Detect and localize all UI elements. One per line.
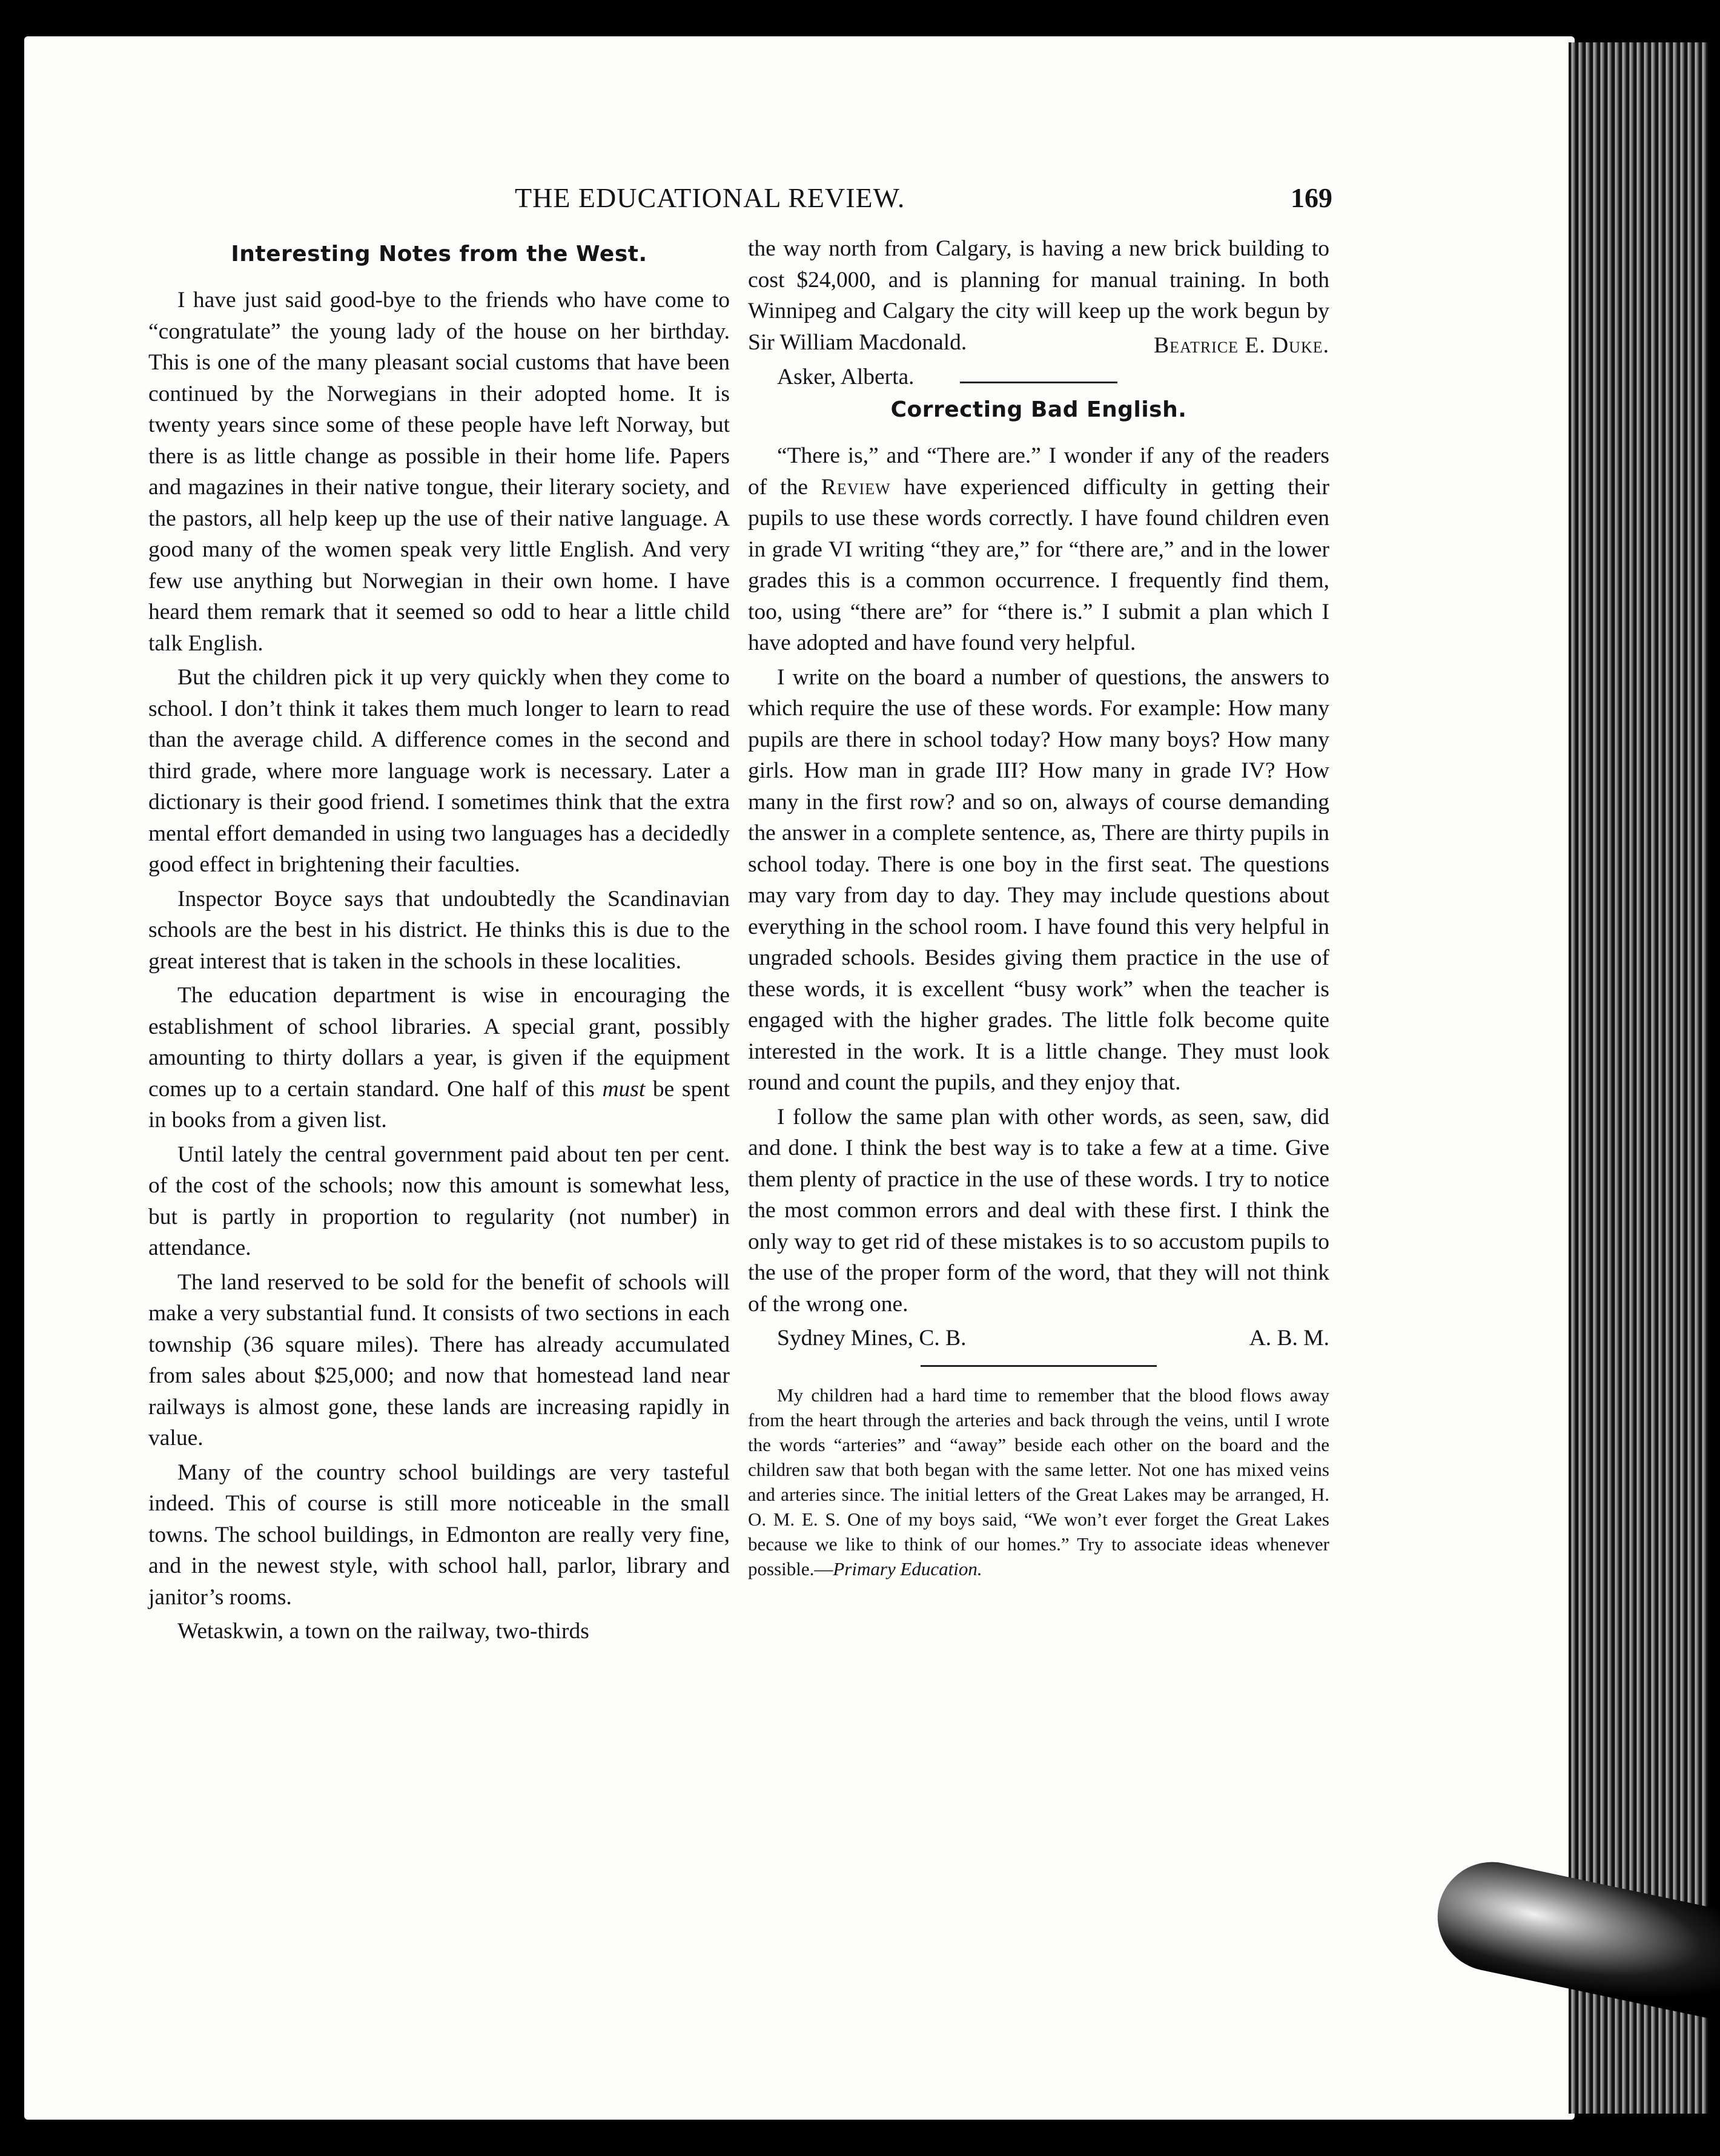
left-column — [148, 236, 730, 1650]
running-title: THE EDUCATIONAL REVIEW. — [515, 182, 905, 213]
place-name: Asker, Alberta. — [777, 364, 915, 389]
author-initials: A. B. M. — [1249, 1326, 1329, 1351]
paragraph — [748, 440, 1329, 659]
paragraph-wetaskwin-end: the way north from Calgary, is having a new brick building to cost $24,000, and is planning for manual training. In both Winnipeg and Calgary the city will keep up the work begun by Sir William Macdonald. — [748, 236, 1329, 355]
paragraph: I have just said good-bye to the friends who have come to “congratulate” the young lady of the house on her birthday. This is one of the many pleasant social customs that have been continued by the Norwegians in their adopted home. It is twenty years since some of these people have left Norway, but there is as little change as possible in their home life. Papers and magazines in their native tongue, their literary society, and the pastors, all help keep up the use of their native language. A good many of the women speak very little English. And very few use anything but Norwegian in their own home. I have heard them remark that it seemed so odd to hear a little child talk English. — [148, 288, 730, 656]
text-run: The education department is wise in encouraging the establishment of school libraries. A special grant, possibly amounting to thirty dollars a year, is given if the equipment comes up to a certain standard. One half of this — [148, 983, 730, 1102]
text-run: have experienced difficulty in getting their pupils to use these words correctly. I have found children even in grade VI writing “they are,” for “there are,” and in the lower grades this is a common occurrence. I frequently find them, too, using “there are” for “there is.” I submit a plan which I have adopted and have found very helpful. — [748, 474, 1329, 655]
paragraph-libraries — [148, 980, 730, 1136]
paragraph: Until lately the central government paid about ten per cent. of the cost of the schools; now this amount is somewhat less, but is partly in proportion to regularity (not number) in attendance. — [148, 1142, 730, 1260]
paragraph: I write on the board a number of questions, the answers to which require the use of these words. For example: How many pupils are there in school today? How many boys? How many girls. How man in grade III? How many in grade IV? How many in the first row? and so on, always of course demanding the answer in a complete sentence, as, There are thirty pupils in school today. There is one boy in the first seat. The questions may vary from day to day. They may include questions about everything in the school room. I have found this very helpful in ungraded schools. Besides giving them practice in the use of these words, it is excellent “busy work” when the teacher is engaged with the higher grades. The little folk become quite interested in the work. It is a little change. They must look round and count the pupils, and they enjoy that. — [748, 664, 1329, 1095]
paragraph: Many of the country school buildings are very tasteful indeed. This of course is still more noticeable in the small towns. The school buildings, in Edmonton are really very fine, and in the newest style, with school hall, parlor, library and janitor’s rooms. — [148, 1460, 730, 1610]
paragraph: I follow the same plan with other words, as seen, saw, did and done. I think the best way is to take a few at a time. Give them plenty of practice in the use of these words. I try to notice the most common errors and deal with these first. I think the only way to get rid of these mistakes is to so accustom pupils to the use of the proper form of the word, that they will not think of the wrong one. — [748, 1104, 1329, 1317]
note-paragraph — [748, 1383, 1329, 1581]
article-title-english: Correcting Bad English. — [890, 397, 1187, 422]
page-number: 169 — [1291, 182, 1332, 213]
place-name: Sydney Mines, C. B. — [777, 1326, 967, 1351]
note-source: Primary Education. — [833, 1558, 982, 1579]
paragraph: But the children pick it up very quickly when they come to school. I don’t think it takes them much longer to learn to read than the average child. A difference comes in the second and third grade, where more language work is necessary. Later a dictionary is their good friend. I sometimes think that the extra mental effort demanded in using two languages has a decidedly good effect in brightening their faculties. — [148, 665, 730, 877]
paragraph-wetaskwin-start: Wetaskwin, a town on the railway, two-thirds — [177, 1619, 589, 1644]
emphasis: must — [602, 1076, 646, 1102]
section-divider — [960, 382, 1117, 383]
page-header — [151, 182, 1332, 218]
book-page-edges — [1569, 42, 1708, 2114]
review-name: Review — [821, 474, 891, 500]
section-divider — [921, 1365, 1157, 1367]
text-run: My children had a hard time to remember that the blood flows away from the heart through the arteries and back through the veins, until I wrote the words “arteries” and “away” beside each other on the board and the children saw that both began with the same letter. Not one has mixed veins and arteries since. The initial letters of the Great Lakes may be arranged, H. O. M. E. S. One of my boys said, “We won’t ever forget the Great Lakes because we like to think of our homes.” Try to associate ideas whenever possible.— — [748, 1384, 1329, 1579]
right-column — [748, 233, 1329, 1584]
text-run: be spent in books from a given list. — [148, 1076, 730, 1133]
dateline — [748, 362, 1329, 393]
author-name: Beatrice E. Duke. — [1154, 333, 1329, 358]
paragraph: The land reserved to be sold for the benefit of schools will make a very substantial fund. It consists of two sections in each township (36 square miles). There has already accumulated from sales about $25,000; and now that homestead land near railways is almost gone, these lands are increasing rapidly in value. — [148, 1269, 730, 1450]
text-run: “There is,” and “There are.” I wonder if any of the readers of the — [748, 443, 1329, 500]
paragraph: Inspector Boyce says that undoubtedly the Scandinavian schools are the best in his district. He thinks this is due to the great interest that is taken in the schools in these localities. — [148, 886, 730, 974]
article-title-west: Interesting Notes from the West. — [231, 242, 647, 266]
signature-line — [748, 1323, 1329, 1354]
